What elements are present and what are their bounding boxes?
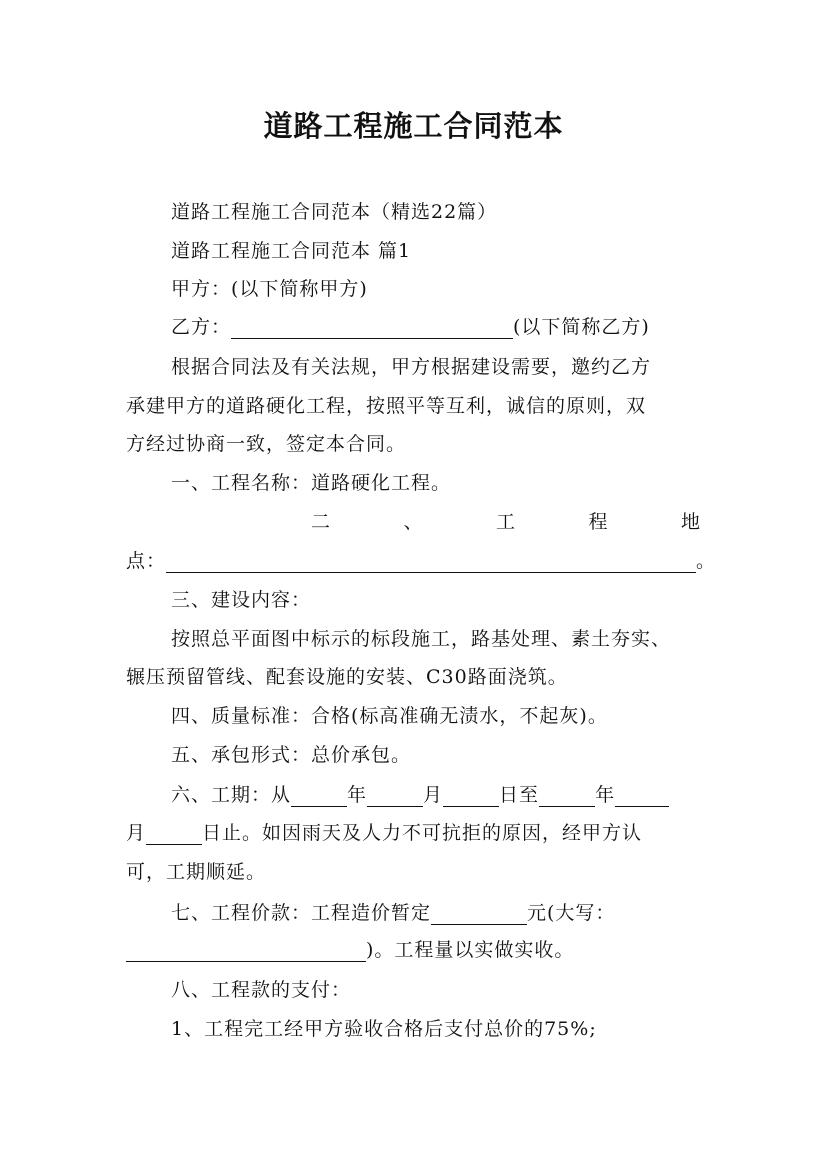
item-6-month: 月 xyxy=(423,784,444,806)
item-8: 八、工程款的支付： xyxy=(171,979,352,1001)
item-3: 三、建设内容： xyxy=(171,589,312,611)
item-7-prefix: 七、工程价款：工程造价暂定 xyxy=(171,902,432,924)
intro-line-1: 根据合同法及有关法规，甲方根据建设需要，邀约乙方 xyxy=(171,356,652,378)
item-6-year2: 年 xyxy=(595,784,616,806)
day2-blank xyxy=(146,822,202,845)
day-blank xyxy=(443,784,499,807)
item-2-char: 、 xyxy=(403,511,424,533)
item-6-line-2 xyxy=(126,813,701,853)
item-6-line-1 xyxy=(126,775,701,815)
item-5: 五、承包形式：总价承包。 xyxy=(171,744,412,766)
item-4: 四、质量标准：合格(标高准确无渍水，不起灰)。 xyxy=(171,705,608,727)
item-8-1: 1、工程完工经甲方验收合格后支付总价的75%; xyxy=(171,1018,597,1040)
document-title: 道路工程施工合同范本 xyxy=(263,109,564,143)
item-7-end: )。工程量以实做实收。 xyxy=(366,939,575,961)
item-7-mid: 元(大写： xyxy=(527,902,616,924)
month-blank xyxy=(367,784,423,807)
year2-blank xyxy=(539,784,595,807)
party-b-line xyxy=(126,307,701,347)
party-b-blank xyxy=(231,316,513,339)
party-a-line: 甲方：(以下简称甲方) xyxy=(171,278,368,300)
item-6-year: 年 xyxy=(347,784,368,806)
item-6-month2: 月 xyxy=(126,822,147,844)
item-7-line-1 xyxy=(126,893,701,933)
item-2-char: 程 xyxy=(588,511,609,533)
party-b-label: 乙方： xyxy=(171,316,232,338)
section-heading: 道路工程施工合同范本 篇1 xyxy=(171,240,412,262)
price-words-blank xyxy=(126,939,366,962)
item-2-cont-label: 点： xyxy=(126,550,167,572)
item-6-line-3: 可，工期顺延。 xyxy=(126,861,267,883)
item-2-line xyxy=(126,502,701,542)
item-6-day-to: 日至 xyxy=(499,784,540,806)
intro-line-3: 方经过协商一致，签定本合同。 xyxy=(126,433,407,455)
intro-line-2: 承建甲方的道路硬化工程，按照平等互利，诚信的原则，双 xyxy=(126,395,647,417)
document-subtitle: 道路工程施工合同范本（精选22篇） xyxy=(171,201,498,223)
item-6-prefix: 六、工期：从 xyxy=(171,784,292,806)
location-blank xyxy=(166,550,696,573)
item-1: 一、工程名称：道路硬化工程。 xyxy=(171,472,452,494)
item-3-line-1: 按照总平面图中标示的标段施工，路基处理、素土夯实、 xyxy=(171,628,672,650)
item-2-char: 二 xyxy=(311,511,332,533)
item-2-continuation xyxy=(126,541,717,581)
item-7-line-2 xyxy=(126,930,701,970)
item-2-cont-end: 。 xyxy=(696,550,717,572)
item-6-end: 日止。如因雨天及人力不可抗拒的原因，经甲方认 xyxy=(202,822,643,844)
price-blank xyxy=(431,902,527,925)
party-b-suffix: (以下简称乙方) xyxy=(513,316,650,338)
item-3-line-2: 辗压预留管线、配套设施的安装、C30路面浇筑。 xyxy=(126,666,568,688)
year-blank xyxy=(291,784,347,807)
item-2-char: 地 xyxy=(680,511,701,533)
month2-blank-part xyxy=(615,784,669,807)
item-2-char: 工 xyxy=(495,511,516,533)
